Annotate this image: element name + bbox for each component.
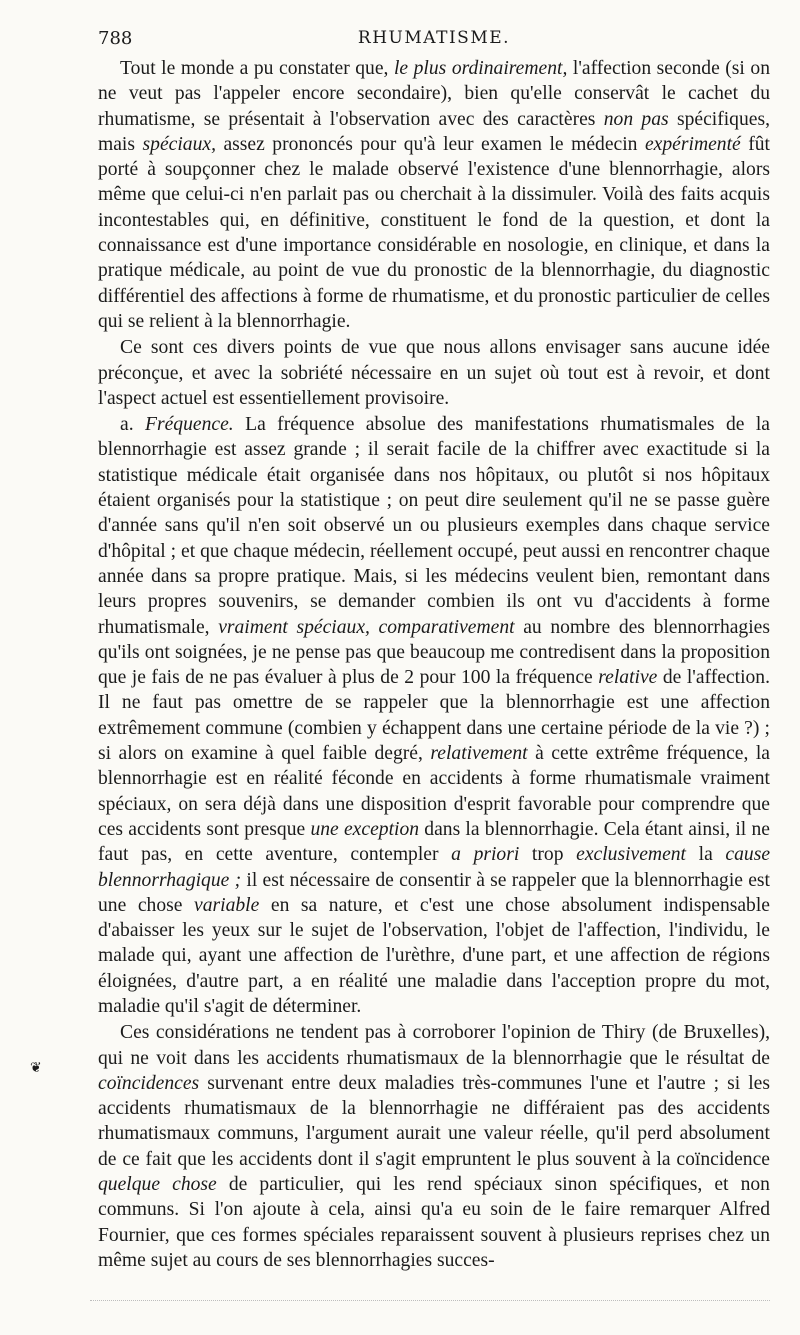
text-run: l'affection seconde (si on ne veut pas l'appeler encore secondaire), bien qu'elle conservât le cachet du rhumatisme, se présentait à l'observation avec des caractères (98, 58, 770, 130)
bottom-edge-marks (90, 1300, 770, 1301)
italic-text: coïncidences (98, 1072, 200, 1094)
text-run: Tout le monde a pu constater que, (120, 58, 394, 79)
text-run: survenant entre deux maladies très-communes l'une et l'autre ; si les accidents rhumatismaux de la blennorrhagie ne différaient pas des accidents rhumatismaux communs, l'argument aurait une valeur réelle, qu'il perd absolument de ce fait que les accidents dont il s'agit empruntent le plus souvent à la coïncidence (98, 1072, 770, 1170)
text-run: de l'affection. Il ne faut pas omettre de se rappeler que la blennorrhagie est une affection extrêmement commune (combien y échappent dans une certaine période de la vie ?) ; si alors on examine à quel faible degré, (98, 667, 770, 765)
running-head: RHUMATISME. (357, 28, 511, 48)
text-run: en sa nature, et c'est une chose absolument indispensable d'abaisser les yeux sur le sujet de l'observation, l'objet de l'affection, l'individu, le malade qui, ayant une affection de l'urèthre, d'une part, et une affection de régions éloignées, d'autre part, a en réalité une maladie dans l'acception propre du mot, maladie qu'il s'agit de déterminer. (98, 894, 770, 1017)
italic-text: a priori (451, 844, 520, 866)
text-run: la (686, 844, 726, 866)
paragraph (98, 412, 770, 1019)
text-run: au nombre des blennorrhagies qu'ils ont soignées, je ne pense pas que beaucoup me contredisent dans la proposition que je fais de ne pas évaluer à plus de 2 pour 100 la fréquence (98, 616, 770, 689)
italic-text: exclusivement (576, 844, 687, 866)
italic-text: relative (598, 667, 658, 689)
italic-text: non pas (603, 108, 669, 130)
text-run: a. (120, 414, 146, 436)
text-run: fût porté à soupçonner chez le malade observé l'existence d'une blennorrhagie, alors même que celui-ci n'en parlait pas ou cherchait à la dissimuler. Voilà des faits acquis incontestables qui, en définitive, constituent le fond de la question, et dont la connaissance est d'une importance considérable en nosologie, en clinique, et dans la pratique médicale, au point de vue du pronostic de la blennorrhagie, du diagnostic différentiel des affections à forme de rhumatisme, et du pronostic particulier de celles qui se relient à la blennorrhagie. (98, 133, 771, 332)
text-run: dans la blennorrhagie. Cela étant ainsi, il ne faut pas, en cette aventure, contempler (98, 818, 770, 866)
paragraph (98, 56, 770, 334)
italic-text: cause blennorrhagique ; (98, 844, 771, 891)
text-run: il est nécessaire de consentir à se rappeler que la blennorrhagie est une chose (98, 869, 770, 916)
paragraph (98, 335, 770, 411)
italic-text: une exception (310, 818, 420, 840)
text-run: à cette extrême fréquence, la blennorrhagie est en réalité féconde en accidents à forme rhumatismale vraiment spéciaux, on sera déjà dans une disposition d'esprit favorable pour comprendre que ces accidents sont presque (98, 743, 771, 840)
paragraph (98, 1020, 770, 1273)
italic-text: vraiment spéciaux, comparativement (218, 616, 515, 638)
page (98, 22, 770, 1273)
text-run: Ce sont ces divers points de vue que nous allons envisager sans aucune idée préconçue, et avec la sobriété nécessaire en un sujet où tout est à revoir, et dont l'aspect actuel est essentiellement provisoire. (98, 337, 770, 409)
text-run: assez prononcés pour qu'à leur examen le médecin (215, 133, 645, 155)
page-number: 788 (98, 28, 133, 49)
italic-text: variable (194, 894, 260, 916)
text-run: trop (519, 844, 577, 866)
text-run: Ces considérations ne tendent pas à corroborer l'opinion de Thiry (de Bruxelles), qui ne voit dans les accidents rhumatismaux de la blennorrhagie que le résultat de (98, 1022, 770, 1069)
margin-ornament: ❦ (30, 1060, 42, 1076)
italic-text: expérimenté (644, 133, 741, 155)
italic-text: le plus ordinairement, (393, 58, 568, 79)
italic-text: spéciaux, (142, 133, 216, 155)
page-header (98, 22, 770, 56)
text-run: La fréquence absolue des manifestations rhumatismales de la blennorrhagie est assez grande ; il serait facile de la chiffrer avec exactitude si la statistique médicale était organisée dans nos hôpitaux, ou plutôt si nos hôpitaux étaient organisés pour la statistique ; on peut dire seulement qu'il ne se passe guère d'année sans qu'il n'en soit observé un ou plusieurs exemples dans chaque service d'hôpital ; et que chaque médecin, réellement occupé, peut aussi en rencontrer chaque année dans sa propre pratique. Mais, si les médecins veulent bien, remontant dans leurs propres souvenirs, se demander combien ils ont vu d'accidents à forme rhumatismale, (98, 414, 770, 638)
italic-text: Fréquence. (145, 414, 234, 436)
italic-text: quelque chose (98, 1174, 217, 1196)
italic-text: relativement (430, 743, 528, 765)
body-text (98, 56, 770, 1273)
text-run: de particulier, qui les rend spéciaux sinon spécifiques, et non communs. Si l'on ajoute à cela, ainsi qu'a eu soin de le faire remarquer Alfred Fournier, que ces formes spéciales reparaissent souvent à plusieurs reprises chez un même sujet au cours de ses blennorrhagies succes- (98, 1174, 770, 1271)
text-run: spécifiques, mais (98, 108, 770, 155)
